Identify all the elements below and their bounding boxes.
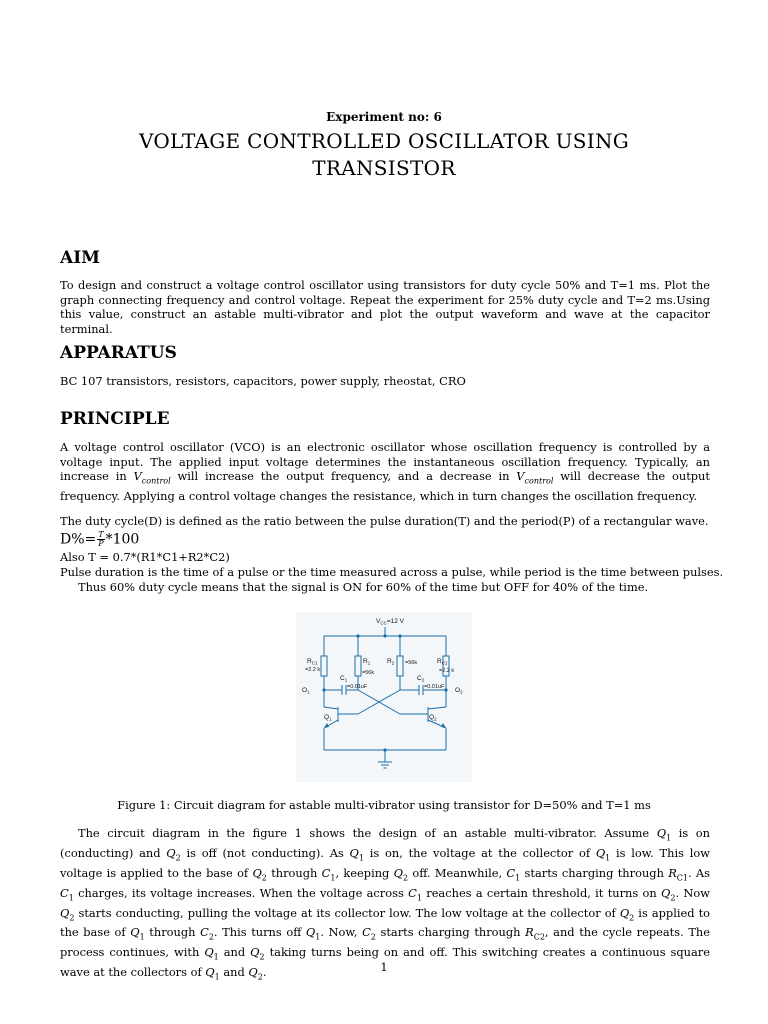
r1-value: =56k	[362, 670, 375, 676]
resistor-r1	[355, 656, 361, 676]
resistor-r2	[397, 656, 403, 676]
q2-label: $Q_2$	[429, 714, 437, 722]
page-title	[60, 128, 708, 182]
c1-value: =0.01uF	[347, 684, 368, 690]
page-number: 1	[380, 960, 388, 974]
aim-text: To design and construct a voltage control oscillator using transistors for duty cycle 50% and T=1 ms. Plot the graph connecting frequency and control voltage. Repeat the experiment for 25% duty cycle and T=2 ms.Using this value, construct an astable multi-vibrator and plot the output waveform and wave at the capacitor terminal.	[60, 278, 710, 336]
figure-caption: Figure 1: Circuit diagram for astable multi-vibrator using transistor for D=50% and T=1 ms	[117, 798, 651, 812]
rc1-value: =2.2 k	[305, 667, 321, 673]
duty-example: Thus 60% duty cycle means that the signal is ON for 60% of the time but OFF for 40% of the time.	[78, 580, 649, 594]
principle-paragraph: A voltage control oscillator (VCO) is an electronic oscillator whose oscillation frequency is controlled by a voltage input. The applied input voltage determines the instantaneous oscillation frequency. Typically, an increase in $V_{control}$ will increase the output frequency, and a decrease in $V_{control}$ will decrease the output frequency. Applying a control voltage changes the resistance, which in turn changes the oscillation frequency.	[60, 440, 710, 504]
vcc-label: $V_{CC}=12$ V	[376, 618, 405, 626]
experiment-number: Experiment no: 6	[326, 110, 442, 124]
apparatus-heading: APPARATUS	[60, 343, 177, 363]
c1-label: $C_1$	[340, 675, 348, 683]
q1-label: $Q_1$	[324, 714, 332, 722]
rc2-value: =2.2 k	[439, 668, 455, 674]
title-line-1: VOLTAGE CONTROLLED OSCILLATOR USING	[138, 129, 630, 153]
title-line-2: TRANSISTOR	[312, 156, 456, 180]
r1-label: $R_1$	[363, 658, 371, 666]
pulse-definition: Pulse duration is the time of a pulse or the time measured across a pulse, while period is the time between pulses.	[60, 565, 724, 579]
duty-cycle-definition: The duty cycle(D) is defined as the ratio between the pulse duration(T) and the period(P) of a rectangular wave.	[60, 514, 709, 528]
r2-label: $R_2$	[387, 658, 395, 666]
circuit-explanation: The circuit diagram in the figure 1 shows the design of an astable multi-vibrator. Assume $Q_1$ is on (conducting) and $Q_2$ is off (not conducting). As $Q_1$ is on, the voltage at the collector of $Q_1$ is low. This low voltage is applied to the base of $Q_2$ through $C_1$, keeping $Q_2$ off. Meanwhile, $C_1$ starts charging through $R_{C1}$. As $C_1$ charges, its voltage increases. When the voltage across $C_1$ reaches a certain threshold, it turns on $Q_2$. Now $Q_2$ starts conducting, pulling the voltage at its collector low. The low voltage at the collector of $Q_2$ is applied to the base of $Q_1$ through $C_2$. This turns off $Q_1$. Now, $C_2$ starts charging through $R_{C2}$, and the cycle repeats. The process continues, with $Q_1$ and $Q_2$ taking turns being on and off. This switching creates a continuous square wave at the collectors of $Q_1$ and $Q_2$.	[60, 826, 711, 982]
o2-label: $O_2$	[455, 687, 463, 695]
r2-value: =56k	[405, 660, 418, 666]
o1-label: $O_1$	[302, 687, 310, 695]
aim-heading: AIM	[60, 248, 100, 268]
c2-label: $C_2$	[417, 675, 425, 683]
principle-heading: PRINCIPLE	[60, 409, 170, 429]
c2-value: =0.01uF	[424, 684, 445, 690]
rc2-label: $R_{C2}$	[437, 658, 448, 666]
circuit-diagram	[296, 612, 472, 782]
pulse-duration-formula: Also T = 0.7*(R1*C1+R2*C2)	[60, 550, 230, 564]
duty-cycle-equation: D%= $\frac{T}{P}$ *100	[60, 530, 140, 548]
rc1-label: $R_{C1}$	[307, 658, 318, 666]
apparatus-text: BC 107 transistors, resistors, capacitors, power supply, rheostat, CRO	[60, 374, 466, 388]
resistor-rc1	[321, 656, 327, 676]
